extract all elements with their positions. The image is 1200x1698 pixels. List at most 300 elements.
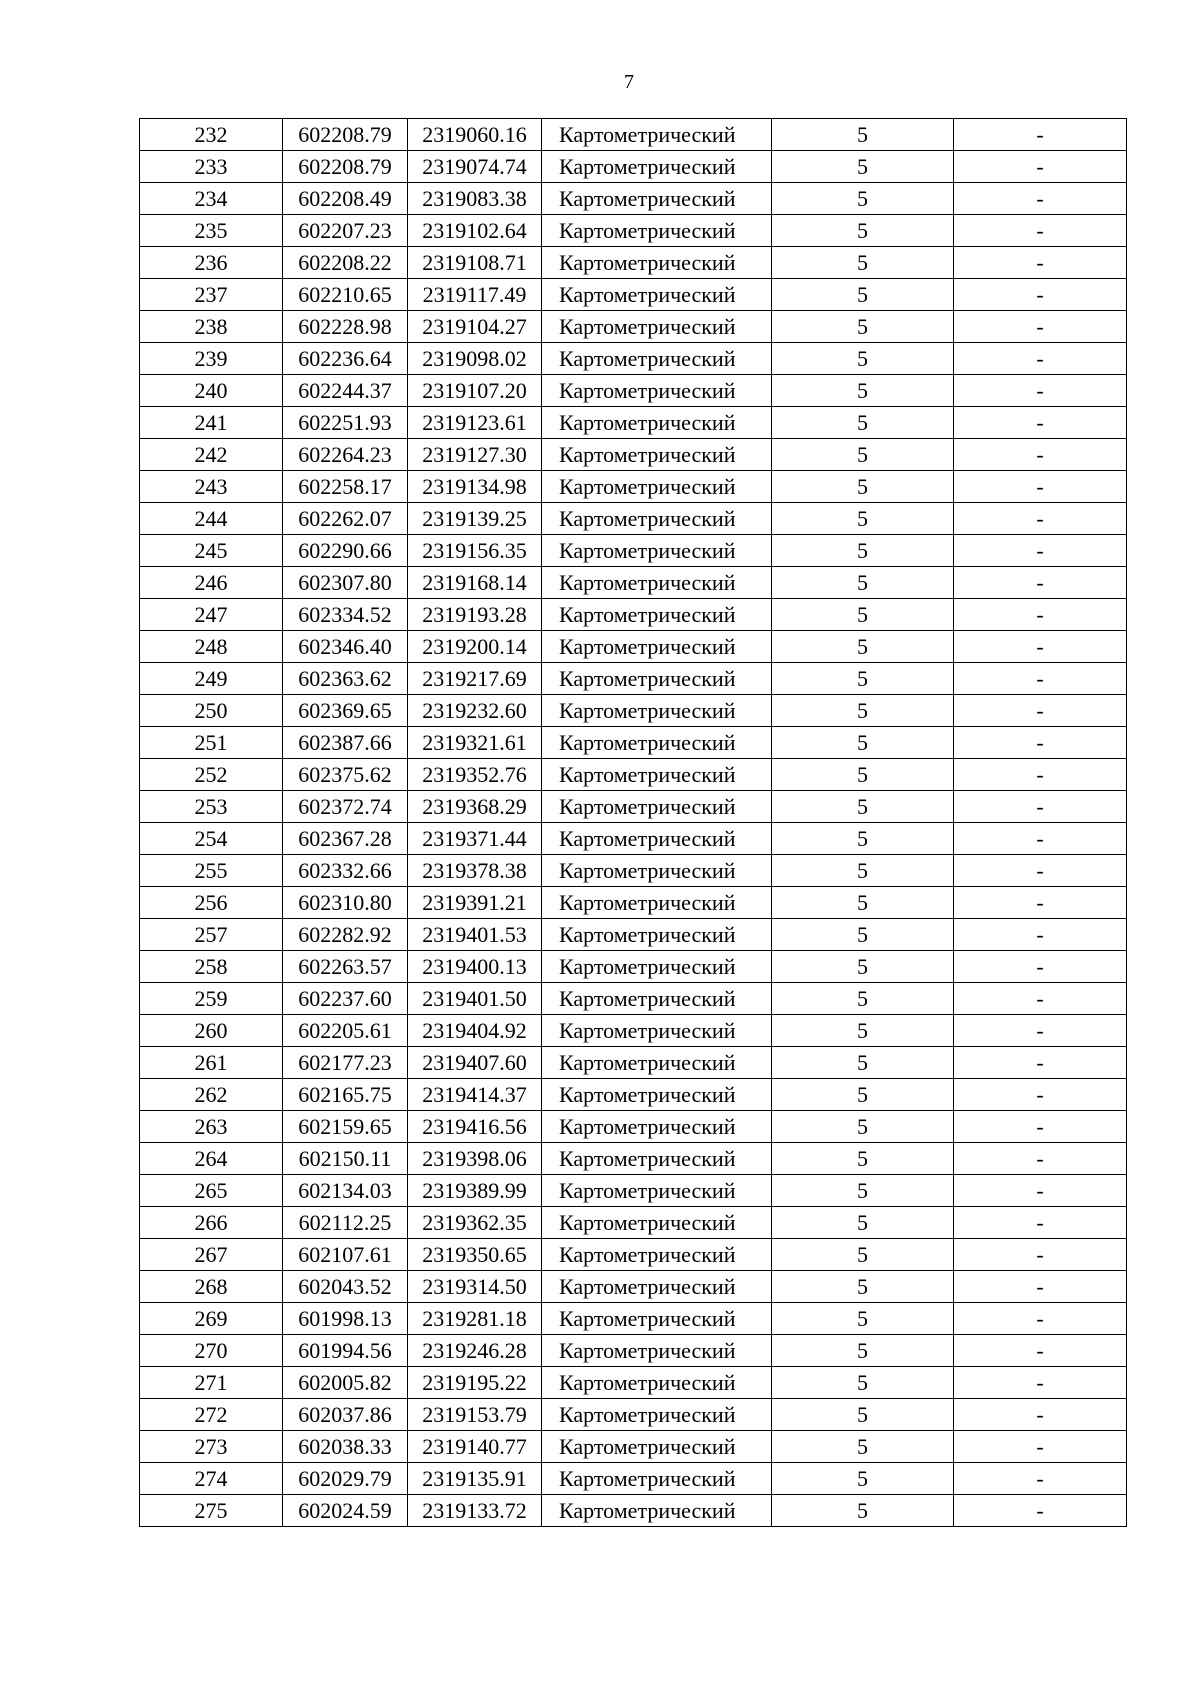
y-coordinate-cell: 2319102.64 [408,215,542,247]
description-cell: - [954,407,1127,439]
precision-cell: 5 [772,1047,954,1079]
y-coordinate-cell: 2319074.74 [408,151,542,183]
x-coordinate-cell: 602112.25 [283,1207,408,1239]
point-number-cell: 249 [140,663,283,695]
method-cell: Картометрический [542,151,772,183]
point-number-cell: 273 [140,1431,283,1463]
description-cell: - [954,375,1127,407]
precision-cell: 5 [772,919,954,951]
point-number-cell: 245 [140,535,283,567]
description-cell: - [954,1111,1127,1143]
point-number-cell: 239 [140,343,283,375]
point-number-cell: 271 [140,1367,283,1399]
x-coordinate-cell: 602251.93 [283,407,408,439]
description-cell: - [954,887,1127,919]
precision-cell: 5 [772,1399,954,1431]
precision-cell: 5 [772,1463,954,1495]
x-coordinate-cell: 601994.56 [283,1335,408,1367]
description-cell: - [954,855,1127,887]
method-cell: Картометрический [542,439,772,471]
y-coordinate-cell: 2319350.65 [408,1239,542,1271]
table-row [140,695,1127,727]
x-coordinate-cell: 602208.49 [283,183,408,215]
x-coordinate-cell: 602387.66 [283,727,408,759]
precision-cell: 5 [772,1367,954,1399]
table-row [140,919,1127,951]
method-cell: Картометрический [542,471,772,503]
x-coordinate-cell: 602375.62 [283,759,408,791]
y-coordinate-cell: 2319371.44 [408,823,542,855]
precision-cell: 5 [772,247,954,279]
precision-cell: 5 [772,311,954,343]
method-cell: Картометрический [542,407,772,439]
y-coordinate-cell: 2319407.60 [408,1047,542,1079]
point-number-cell: 241 [140,407,283,439]
precision-cell: 5 [772,279,954,311]
x-coordinate-cell: 602159.65 [283,1111,408,1143]
y-coordinate-cell: 2319168.14 [408,567,542,599]
table-row [140,1079,1127,1111]
point-number-cell: 270 [140,1335,283,1367]
description-cell: - [954,471,1127,503]
x-coordinate-cell: 602207.23 [283,215,408,247]
point-number-cell: 253 [140,791,283,823]
y-coordinate-cell: 2319139.25 [408,503,542,535]
precision-cell: 5 [772,215,954,247]
precision-cell: 5 [772,183,954,215]
description-cell: - [954,951,1127,983]
y-coordinate-cell: 2319135.91 [408,1463,542,1495]
x-coordinate-cell: 602177.23 [283,1047,408,1079]
precision-cell: 5 [772,375,954,407]
point-number-cell: 252 [140,759,283,791]
table-row [140,823,1127,855]
x-coordinate-cell: 602005.82 [283,1367,408,1399]
y-coordinate-cell: 2319246.28 [408,1335,542,1367]
method-cell: Картометрический [542,919,772,951]
method-cell: Картометрический [542,1271,772,1303]
table-row [140,1207,1127,1239]
method-cell: Картометрический [542,535,772,567]
x-coordinate-cell: 602263.57 [283,951,408,983]
x-coordinate-cell: 602307.80 [283,567,408,599]
y-coordinate-cell: 2319352.76 [408,759,542,791]
table-row [140,727,1127,759]
table-row [140,375,1127,407]
table-row [140,279,1127,311]
table-row [140,247,1127,279]
table-row [140,1303,1127,1335]
point-number-cell: 251 [140,727,283,759]
table-row [140,151,1127,183]
method-cell: Картометрический [542,1463,772,1495]
method-cell: Картометрический [542,727,772,759]
y-coordinate-cell: 2319134.98 [408,471,542,503]
point-number-cell: 258 [140,951,283,983]
x-coordinate-cell: 602310.80 [283,887,408,919]
x-coordinate-cell: 602208.22 [283,247,408,279]
method-cell: Картометрический [542,375,772,407]
precision-cell: 5 [772,599,954,631]
point-number-cell: 243 [140,471,283,503]
y-coordinate-cell: 2319404.92 [408,1015,542,1047]
description-cell: - [954,439,1127,471]
method-cell: Картометрический [542,1303,772,1335]
x-coordinate-cell: 602372.74 [283,791,408,823]
precision-cell: 5 [772,1335,954,1367]
method-cell: Картометрический [542,759,772,791]
coordinates-table [139,118,1127,1527]
precision-cell: 5 [772,503,954,535]
point-number-cell: 260 [140,1015,283,1047]
table-row [140,471,1127,503]
description-cell: - [954,279,1127,311]
table-row [140,1047,1127,1079]
description-cell: - [954,1367,1127,1399]
point-number-cell: 247 [140,599,283,631]
point-number-cell: 237 [140,279,283,311]
table-row [140,1367,1127,1399]
precision-cell: 5 [772,119,954,151]
table-row [140,887,1127,919]
y-coordinate-cell: 2319123.61 [408,407,542,439]
x-coordinate-cell: 602043.52 [283,1271,408,1303]
method-cell: Картометрический [542,1111,772,1143]
table-row [140,599,1127,631]
method-cell: Картометрический [542,1335,772,1367]
precision-cell: 5 [772,407,954,439]
table-row [140,1143,1127,1175]
table-row [140,663,1127,695]
method-cell: Картометрический [542,343,772,375]
precision-cell: 5 [772,663,954,695]
x-coordinate-cell: 602038.33 [283,1431,408,1463]
x-coordinate-cell: 602258.17 [283,471,408,503]
point-number-cell: 269 [140,1303,283,1335]
x-coordinate-cell: 602262.07 [283,503,408,535]
x-coordinate-cell: 602208.79 [283,119,408,151]
description-cell: - [954,759,1127,791]
point-number-cell: 233 [140,151,283,183]
x-coordinate-cell: 602367.28 [283,823,408,855]
method-cell: Картометрический [542,1175,772,1207]
y-coordinate-cell: 2319108.71 [408,247,542,279]
point-number-cell: 257 [140,919,283,951]
table-row [140,183,1127,215]
method-cell: Картометрический [542,567,772,599]
method-cell: Картометрический [542,887,772,919]
description-cell: - [954,663,1127,695]
x-coordinate-cell: 602037.86 [283,1399,408,1431]
y-coordinate-cell: 2319127.30 [408,439,542,471]
method-cell: Картометрический [542,1047,772,1079]
description-cell: - [954,1079,1127,1111]
x-coordinate-cell: 602165.75 [283,1079,408,1111]
precision-cell: 5 [772,1239,954,1271]
table-row [140,439,1127,471]
table-row [140,759,1127,791]
y-coordinate-cell: 2319314.50 [408,1271,542,1303]
point-number-cell: 261 [140,1047,283,1079]
method-cell: Картометрический [542,631,772,663]
y-coordinate-cell: 2319104.27 [408,311,542,343]
point-number-cell: 232 [140,119,283,151]
precision-cell: 5 [772,1079,954,1111]
x-coordinate-cell: 602346.40 [283,631,408,663]
point-number-cell: 250 [140,695,283,727]
method-cell: Картометрический [542,855,772,887]
description-cell: - [954,1143,1127,1175]
method-cell: Картометрический [542,1207,772,1239]
point-number-cell: 275 [140,1495,283,1527]
table-row [140,503,1127,535]
x-coordinate-cell: 602236.64 [283,343,408,375]
x-coordinate-cell: 602290.66 [283,535,408,567]
point-number-cell: 254 [140,823,283,855]
y-coordinate-cell: 2319060.16 [408,119,542,151]
method-cell: Картометрический [542,1495,772,1527]
method-cell: Картометрический [542,599,772,631]
precision-cell: 5 [772,343,954,375]
description-cell: - [954,631,1127,663]
point-number-cell: 248 [140,631,283,663]
point-number-cell: 256 [140,887,283,919]
method-cell: Картометрический [542,1143,772,1175]
method-cell: Картометрический [542,951,772,983]
method-cell: Картометрический [542,503,772,535]
point-number-cell: 267 [140,1239,283,1271]
method-cell: Картометрический [542,791,772,823]
x-coordinate-cell: 602282.92 [283,919,408,951]
x-coordinate-cell: 602332.66 [283,855,408,887]
y-coordinate-cell: 2319416.56 [408,1111,542,1143]
y-coordinate-cell: 2319193.28 [408,599,542,631]
x-coordinate-cell: 602208.79 [283,151,408,183]
method-cell: Картометрический [542,215,772,247]
precision-cell: 5 [772,1175,954,1207]
y-coordinate-cell: 2319414.37 [408,1079,542,1111]
y-coordinate-cell: 2319401.50 [408,983,542,1015]
point-number-cell: 236 [140,247,283,279]
precision-cell: 5 [772,567,954,599]
point-number-cell: 272 [140,1399,283,1431]
point-number-cell: 246 [140,567,283,599]
x-coordinate-cell: 602107.61 [283,1239,408,1271]
table-row [140,983,1127,1015]
table-row [140,1239,1127,1271]
point-number-cell: 255 [140,855,283,887]
table-row [140,631,1127,663]
method-cell: Картометрический [542,183,772,215]
y-coordinate-cell: 2319217.69 [408,663,542,695]
table-row [140,1175,1127,1207]
description-cell: - [954,1175,1127,1207]
x-coordinate-cell: 602363.62 [283,663,408,695]
method-cell: Картометрический [542,1079,772,1111]
precision-cell: 5 [772,439,954,471]
point-number-cell: 242 [140,439,283,471]
precision-cell: 5 [772,791,954,823]
precision-cell: 5 [772,1303,954,1335]
x-coordinate-cell: 602228.98 [283,311,408,343]
description-cell: - [954,1015,1127,1047]
method-cell: Картометрический [542,663,772,695]
method-cell: Картометрический [542,311,772,343]
description-cell: - [954,1239,1127,1271]
point-number-cell: 238 [140,311,283,343]
description-cell: - [954,311,1127,343]
method-cell: Картометрический [542,1367,772,1399]
method-cell: Картометрический [542,1239,772,1271]
description-cell: - [954,791,1127,823]
description-cell: - [954,919,1127,951]
description-cell: - [954,1335,1127,1367]
x-coordinate-cell: 602264.23 [283,439,408,471]
description-cell: - [954,183,1127,215]
method-cell: Картометрический [542,695,772,727]
description-cell: - [954,695,1127,727]
method-cell: Картометрический [542,247,772,279]
point-number-cell: 265 [140,1175,283,1207]
point-number-cell: 262 [140,1079,283,1111]
precision-cell: 5 [772,855,954,887]
method-cell: Картометрический [542,1431,772,1463]
description-cell: - [954,151,1127,183]
y-coordinate-cell: 2319200.14 [408,631,542,663]
description-cell: - [954,1047,1127,1079]
description-cell: - [954,1271,1127,1303]
x-coordinate-cell: 602150.11 [283,1143,408,1175]
y-coordinate-cell: 2319401.53 [408,919,542,951]
description-cell: - [954,343,1127,375]
point-number-cell: 264 [140,1143,283,1175]
x-coordinate-cell: 602237.60 [283,983,408,1015]
precision-cell: 5 [772,1143,954,1175]
precision-cell: 5 [772,823,954,855]
point-number-cell: 234 [140,183,283,215]
precision-cell: 5 [772,951,954,983]
y-coordinate-cell: 2319389.99 [408,1175,542,1207]
description-cell: - [954,215,1127,247]
table-row [140,119,1127,151]
precision-cell: 5 [772,887,954,919]
table-row [140,343,1127,375]
y-coordinate-cell: 2319281.18 [408,1303,542,1335]
x-coordinate-cell: 602024.59 [283,1495,408,1527]
x-coordinate-cell: 602210.65 [283,279,408,311]
precision-cell: 5 [772,1015,954,1047]
y-coordinate-cell: 2319378.38 [408,855,542,887]
method-cell: Картометрический [542,823,772,855]
precision-cell: 5 [772,535,954,567]
point-number-cell: 244 [140,503,283,535]
x-coordinate-cell: 602205.61 [283,1015,408,1047]
table-row [140,1015,1127,1047]
description-cell: - [954,1463,1127,1495]
precision-cell: 5 [772,695,954,727]
coordinates-table-body [140,119,1127,1527]
precision-cell: 5 [772,151,954,183]
precision-cell: 5 [772,1495,954,1527]
description-cell: - [954,1207,1127,1239]
y-coordinate-cell: 2319321.61 [408,727,542,759]
x-coordinate-cell: 602029.79 [283,1463,408,1495]
y-coordinate-cell: 2319083.38 [408,183,542,215]
x-coordinate-cell: 602244.37 [283,375,408,407]
precision-cell: 5 [772,759,954,791]
y-coordinate-cell: 2319107.20 [408,375,542,407]
table-row [140,215,1127,247]
description-cell: - [954,1495,1127,1527]
description-cell: - [954,503,1127,535]
x-coordinate-cell: 601998.13 [283,1303,408,1335]
description-cell: - [954,1303,1127,1335]
table-row [140,535,1127,567]
y-coordinate-cell: 2319156.35 [408,535,542,567]
y-coordinate-cell: 2319195.22 [408,1367,542,1399]
description-cell: - [954,823,1127,855]
table-row [140,1271,1127,1303]
precision-cell: 5 [772,983,954,1015]
table-row [140,1335,1127,1367]
description-cell: - [954,567,1127,599]
table-row [140,951,1127,983]
description-cell: - [954,599,1127,631]
table-row [140,1431,1127,1463]
table-row [140,1495,1127,1527]
x-coordinate-cell: 602369.65 [283,695,408,727]
table-row [140,1463,1127,1495]
description-cell: - [954,983,1127,1015]
description-cell: - [954,119,1127,151]
point-number-cell: 263 [140,1111,283,1143]
y-coordinate-cell: 2319117.49 [408,279,542,311]
table-row [140,791,1127,823]
y-coordinate-cell: 2319098.02 [408,343,542,375]
y-coordinate-cell: 2319232.60 [408,695,542,727]
table-row [140,855,1127,887]
table-row [140,567,1127,599]
y-coordinate-cell: 2319400.13 [408,951,542,983]
precision-cell: 5 [772,631,954,663]
point-number-cell: 240 [140,375,283,407]
description-cell: - [954,1431,1127,1463]
method-cell: Картометрический [542,119,772,151]
description-cell: - [954,727,1127,759]
method-cell: Картометрический [542,1399,772,1431]
table-row [140,407,1127,439]
description-cell: - [954,1399,1127,1431]
y-coordinate-cell: 2319391.21 [408,887,542,919]
y-coordinate-cell: 2319140.77 [408,1431,542,1463]
y-coordinate-cell: 2319368.29 [408,791,542,823]
method-cell: Картометрический [542,1015,772,1047]
precision-cell: 5 [772,727,954,759]
precision-cell: 5 [772,1111,954,1143]
x-coordinate-cell: 602134.03 [283,1175,408,1207]
method-cell: Картометрический [542,983,772,1015]
point-number-cell: 259 [140,983,283,1015]
point-number-cell: 266 [140,1207,283,1239]
y-coordinate-cell: 2319133.72 [408,1495,542,1527]
precision-cell: 5 [772,1207,954,1239]
table-row [140,311,1127,343]
page-number: 7 [624,71,634,93]
table-row [140,1399,1127,1431]
y-coordinate-cell: 2319398.06 [408,1143,542,1175]
precision-cell: 5 [772,471,954,503]
point-number-cell: 274 [140,1463,283,1495]
